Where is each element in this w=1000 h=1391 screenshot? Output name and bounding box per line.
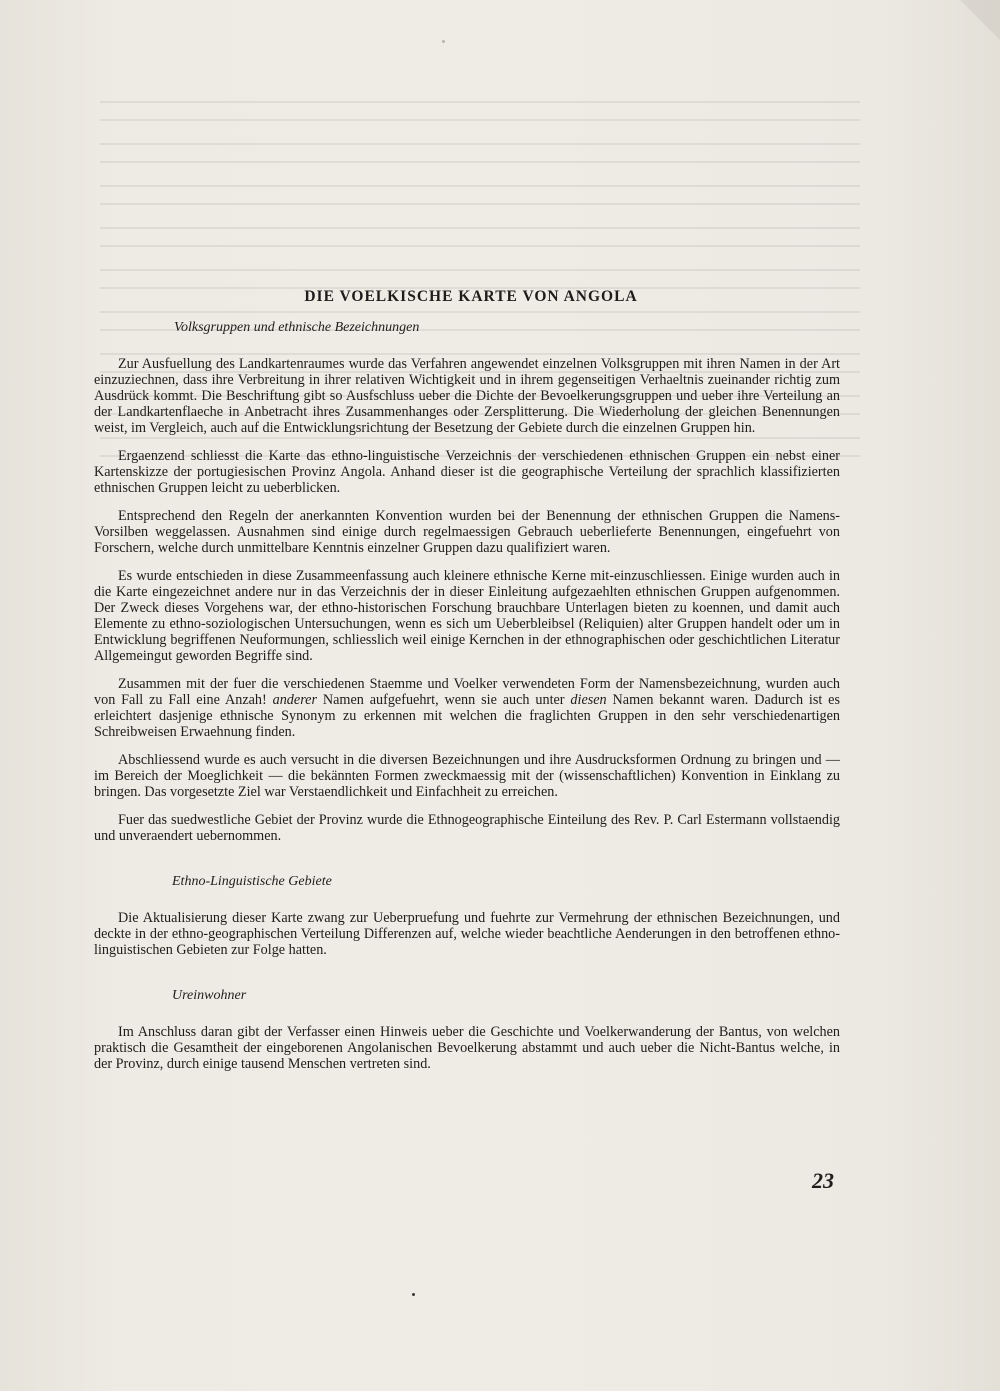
paragraph-group	[94, 910, 840, 958]
paragraph-group	[94, 356, 840, 844]
paragraph: Zur Ausfuellung des Landkartenraumes wurde das Verfahren angewendet einzelnen Volksgruppen mit ihren Namen in der Art einzuziechnen, dass ihre Verbreitung in ihrer relativen Wichtigkeit und in ihrem gegenseitigen Verhaeltnis zueinander richtig zum Ausdrück kommt. Die Beschriftung gibt so Ausfschluss ueber die Dichte der Bevoelkerungsgruppen und ueber ihre Verteilung an der Landkartenflaeche in Anbetracht ihres Zusammenhanges oder Zersplitterung. Die Wiederholung der gleichen Benennungen weist, im Vergleich, auch auf die Entwicklungsrichtung der Besetzung der Gebiete durch die einzelnen Gruppen hin.	[94, 356, 840, 436]
paragraph: Abschliessend wurde es auch versucht in die diversen Bezeichnungen und ihre Ausdrucksformen Ordnung zu bringen und — im Bereich der Moeglichkeit — die bekännten Formen zweckmaessig mit der (wissenschaftlichen) Konvention in Einklang zu bringen. Das vorgesetzte Ziel war Verstaendlichkeit und Einfachheit zu erreichen.	[94, 752, 840, 800]
emphasis-anderer: anderer	[272, 692, 318, 708]
paragraph: Es wurde entschieden in diese Zusammeenfassung auch kleinere ethnische Kerne mit-einzuschliessen. Einige wurden auch in die Karte eingezeichnet andere nur in das Verzeichnis der in dieser Einleitung aufgezaehlten ethnischen Gruppen aufgenommen. Der Zweck dieses Vorgehens war, der ethno-historischen Forschung brauchbare Unterlagen bieten zu koennen, und damit auch Elemente zu ethno-soziologischen Untersuchungen, wenn es sich um Ueberbleibsel (Reliquien) alter Gruppen handelt oder um in Entwicklung begriffenen Neuformungen, schliesslich weil einige Kernchen in der ethnographischen oder geschichtlichen Literatur Allgemeingut geworden Begriffe sind.	[94, 568, 840, 664]
article-body	[94, 288, 840, 1084]
ink-speck	[412, 1293, 415, 1296]
section-heading-volksgruppen: Volksgruppen und ethnische Bezeichnungen	[174, 320, 420, 335]
paragraph: Fuer das suedwestliche Gebiet der Provinz wurde die Ethnogeographische Einteilung des Rev. P. Carl Estermann vollstaendig und unveraendert uebernommen.	[94, 812, 840, 844]
paragraph: Im Anschluss daran gibt der Verfasser einen Hinweis ueber die Geschichte und Voelkerwanderung der Bantus, von welchen praktisch die Gesamtheit der eingeborenen Angolanischen Bevoelkerung abstammt und auch ueber die Nicht-Bantus welche, in der Provinz, durch einige tausend Menschen vertreten sind.	[94, 1024, 840, 1072]
emphasis-diesen: diesen	[570, 692, 607, 708]
section-heading-ethno-linguistische: Ethno-Linguistische Gebiete	[172, 874, 332, 889]
text-run: Namen bekannt waren. Dadurch ist es erleichtert dasjenige ethnische Synonym zu erkennen mit welchen die fraglichten Gruppen in den sehr verschiedenartigen Schreibweisen Erwaehnung finden.	[94, 692, 841, 740]
page-corner	[960, 0, 1000, 40]
text-run: Zusammen mit der fuer die verschiedenen Staemme und Voelker verwendeten Form der Namensbezeichnung, wurden auch von Fall zu Fall eine Anzah!	[94, 676, 840, 708]
paragraph-namensbezeichnung	[94, 676, 840, 740]
ink-speck	[442, 40, 445, 43]
paragraph: Entsprechend den Regeln der anerkannten Konvention wurden bei der Benennung der ethnischen Gruppen die Namens-Vorsilben weggelassen. Ausnahmen sind einige durch regelmaessigen Gebrauch ueberlieferte Benennungen, eingefuehrt von Forschern, welche durch unmittelbare Kenntnis einzelner Gruppen dazu qualifiziert waren.	[94, 508, 840, 556]
text-run: Namen aufgefuehrt, wenn sie auch unter	[317, 692, 571, 708]
paragraph: Die Aktualisierung dieser Karte zwang zur Ueberpruefung und fuehrte zur Vermehrung der ethnischen Bezeichnungen, und deckte in der ethno-geographischen Verteilung Differenzen auf, welche wieder beachtliche Aenderungen in den betroffenen ethno-linguistischen Gebieten zur Folge hatten.	[94, 910, 840, 958]
paragraph: Ergaenzend schliesst die Karte das ethno-linguistische Verzeichnis der verschiedenen ethnischen Gruppen ein nebst einer Kartenskizze der portugiesischen Provinz Angola. Anhand dieser ist die geographische Verteilung der sprachlich klassifizierten ethnischen Gruppen leicht zu ueberblicken.	[94, 448, 840, 496]
page-title: DIE VOELKISCHE KARTE VON ANGOLA	[304, 288, 638, 305]
section-heading-ureinwohner: Ureinwohner	[172, 988, 247, 1003]
paragraph-group	[94, 1024, 840, 1072]
page-number: 23	[812, 1168, 834, 1193]
